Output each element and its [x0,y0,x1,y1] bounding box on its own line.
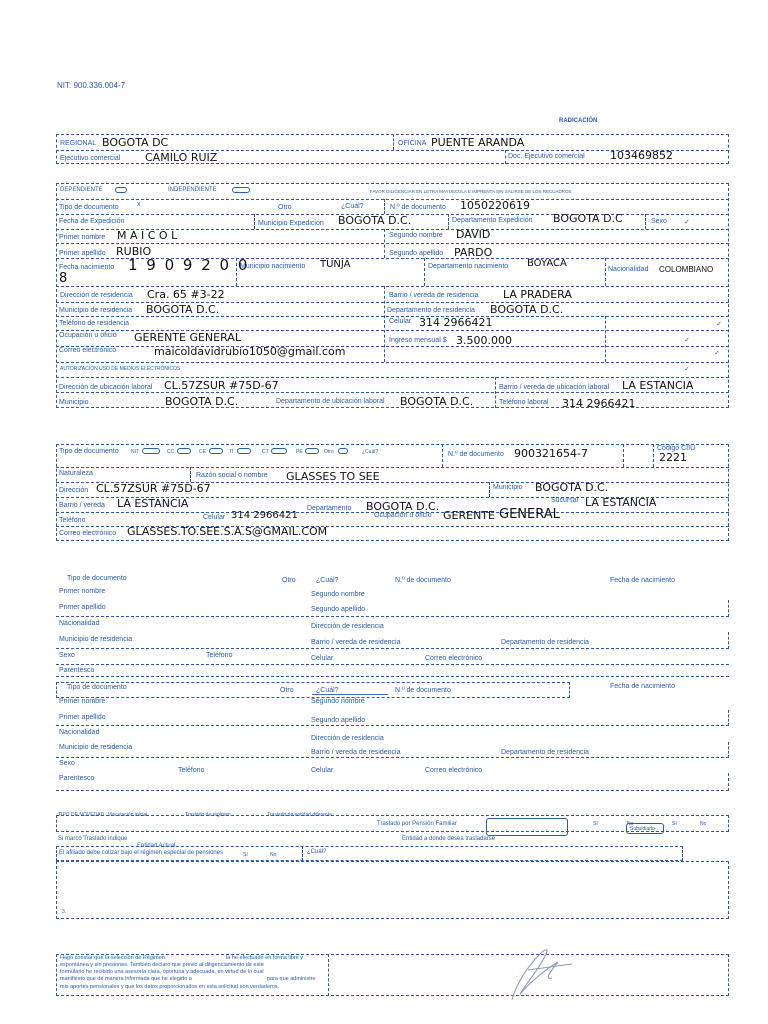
ben1-correo-label: Correo electrónico [425,655,483,662]
ciiu-value[interactable]: 2221 [659,451,687,464]
num-doc-value[interactable]: 1050220619 [460,199,530,212]
primer-apellido-label: Primer apellido [59,250,106,257]
num-doc-label: N.º de documento [390,204,446,211]
favor-note: FAVOR DILIGENCIAR EN LETRA MAYÚSCULA E IMPRENTA SIN SALIRSE DE LOS RECUADROS [370,189,572,194]
nacionalidad-label: Nacionalidad [608,266,649,273]
ben2-primer-apellido-label: Primer apellido [59,714,106,721]
mun-lab-value[interactable]: BOGOTA D.C. [165,395,239,408]
dep-lab-value[interactable]: BOGOTA D.C. [400,395,474,408]
oficina-label: OFICINA [398,140,427,147]
emp-num-doc-value[interactable]: 900321654-7 [514,447,588,460]
tel-lab-value[interactable]: 314 2966421 [562,397,636,410]
emp-col-line [653,444,654,467]
aff-row-line [56,199,729,200]
check-autorizacion[interactable]: ✓ [684,366,690,373]
ingreso-label: Ingreso mensual $ [389,337,447,344]
traslado-regimen-label: Traslado de régimen [185,812,231,818]
doc-ejecutivo-label: Doc. Ejecutivo comercial [508,153,585,160]
tipo-doc-label: Tipo de documento [59,204,119,211]
emp-barrio-label: Barrio / vereda [59,502,105,509]
primer-apellido-value[interactable]: RUBIO [116,245,152,258]
ben2-row-box [56,773,729,791]
emp-opt-ti-checkbox[interactable] [237,448,251,454]
correo-label: Correo electrónico [59,347,117,354]
emp-opt-cc-checkbox[interactable] [177,448,191,454]
emp-municipio-value[interactable]: BOGOTA D.C. [535,481,609,494]
aff-row-line [56,377,729,378]
emp-opt-ce: CE [199,449,206,455]
aff-col-line [605,316,606,362]
aff-col-line [495,377,496,408]
declaration-line-3: formulario he recibido una asesoría clara, oportuna y adecuada, en virtud de lo cual [60,969,264,975]
ben2-primer-nombre-label: Primer nombre [59,698,106,705]
emp-opt-ct-checkbox[interactable] [271,448,287,454]
emp-ocupacion-value[interactable]: GERENTE [443,509,495,522]
ben2-direccion-label: Dirección de residencia [311,735,384,742]
telefono-label: Teléfono de residencia [59,320,130,327]
mun-exp-value[interactable]: BOGOTA D.C. [338,214,412,227]
ben2-segundo-apellido-label: Segundo apellido [311,717,366,724]
ben1-cual-label: ¿Cuál? [316,577,339,584]
ben1-sexo-label: Sexo [59,652,75,659]
emp-opt-ce-checkbox[interactable] [209,448,223,454]
check-correo[interactable]: ✓ [714,350,720,357]
independiente-checkbox[interactable] [232,187,250,193]
office-vdivider-1 [393,134,394,150]
afiliado-vdivider [302,846,303,861]
check-ingreso[interactable]: ✓ [684,337,690,344]
nacionalidad-value[interactable]: COLOMBIANO [659,265,714,274]
aff-row-line [56,392,729,393]
barrio-value[interactable]: LA PRADERA [503,288,572,301]
emp-otro-label: Otro [324,449,334,455]
barrio-label: Barrio / vereda de residencia [389,292,479,299]
emp-ocupacion-value-2[interactable]: GENERAL [499,507,560,522]
ben1-nacionalidad-label: Nacionalidad [59,620,100,627]
tel-lab-label: Teléfono laboral [499,399,549,406]
ben1-tipo-doc-label: Tipo de documento [67,575,127,582]
mun-res-value[interactable]: BOGOTA D.C. [146,303,220,316]
aff-col-line [384,199,385,214]
pension-no-label: No [627,821,634,827]
dependiente-label: DEPENDIENTE [60,187,103,193]
emp-opt-pe-checkbox[interactable] [305,448,319,454]
barrio-lab-value[interactable]: LA ESTANCIA [622,379,694,392]
declaration-line-4b: para que administre [267,976,316,982]
ben2-nacionalidad-label: Nacionalidad [59,729,100,736]
mun-nac-value[interactable]: TUNJA [320,259,351,270]
ben1-row-line [56,676,729,677]
afiliado-no-label: No [270,852,277,858]
ben1-primer-apellido-label: Primer apellido [59,604,106,611]
ben2-barrio-label: Barrio / vereda de residencia [311,749,401,756]
ben1-primer-nombre-label: Primer nombre [59,588,106,595]
fecha-exp-label: Fecha de Expedición [59,218,125,225]
segundo-nombre-label: Segundo nombre [389,232,443,239]
mun-res-label: Municipio de residencia [59,307,133,314]
aff-col-line [645,214,646,229]
ben1-otro-label: Otro [282,577,296,584]
aff-col-line [424,258,425,286]
tipo-doc-mark[interactable]: x [137,201,141,208]
traslado-pension-label: Traslado por Pensión Familiar [377,821,457,827]
barrio-lab-label: Barrio / vereda de ubicación laboral [499,384,610,391]
emp-opt-nit: NIT [131,449,140,455]
fecha-nac-extra[interactable]: 8 [59,271,68,286]
ben2-telefono-label: Teléfono [178,767,205,774]
segundo-apellido-value[interactable]: PARDO [454,246,493,259]
ben2-otro-label: Otro [280,687,294,694]
mun-exp-label: Municipio Expedición [258,220,324,227]
mun-nac-label: Municipio nacimiento [240,263,306,270]
ben2-cual-label: ¿Cuál? [316,687,339,694]
aff-row-line [56,243,729,244]
dir-res-value[interactable]: Cra. 65 #3-22 [147,288,225,301]
emp-opt-ti: TI [229,449,234,455]
razon-value[interactable]: GLASSES TO SEE [286,470,380,483]
ingreso-value[interactable]: 3.500.000 [456,334,512,347]
ben2-row-box [56,742,729,758]
ben2-departamento-label: Departamento de residencia [501,749,589,756]
ben1-segundo-apellido-label: Segundo apellido [311,606,366,613]
correo-value[interactable]: maicoldavidrubio1050@gmail.com [154,345,346,358]
declaration-line-1b: la he efectuado en forma libre y [226,955,304,961]
sexo-checkmark[interactable]: ✓ [684,219,690,226]
otro-label: Otro [278,204,292,211]
traslado-entidad-label: Traslado de entidad diferente [267,812,332,818]
emp-col-line [442,444,443,467]
aff-row-line [56,316,729,317]
sucursal-label: Sucursal [551,497,579,504]
declaration-line-1: Hago constar que la selección de Régimen [60,955,165,961]
ocupacion-value[interactable]: GERENTE GENERAL [134,331,241,344]
celular-label: Celular [389,318,412,325]
signature-icon [498,940,578,1004]
afiliado-debe-label: El afiliado debe cotizar bajo el régimen especial de pensiones [59,850,224,856]
independiente-label: INDEPENDIENTE [168,187,217,193]
emp-departamento-label: Departamento [307,505,352,512]
fecha-nac-value[interactable]: 1 9 0 9 2 0 0 [128,256,250,274]
ejecutivo-label: Ejecutivo comercial [60,155,121,162]
ben2-celular-label: Celular [311,767,334,774]
ocupacion-label: Ocupación u oficio [59,332,117,339]
ben1-telefono-label: Teléfono [206,652,233,659]
ben1-direccion-label: Dirección de residencia [311,623,384,630]
dep-res-value[interactable]: BOGOTA D.C. [490,303,564,316]
emp-opt-pe: PE [296,449,303,455]
pension-si-label: Sí [593,821,598,827]
primer-nombre-label: Primer nombre [59,234,106,241]
emp-col-line [489,482,490,497]
razon-label: Razón social o nombre [196,472,268,479]
ben1-departamento-label: Departamento de residencia [501,639,589,646]
emp-opt-cc: CC [167,449,175,455]
emp-col-line [623,444,624,467]
dep-lab-label: Departamento de ubicación laboral [276,398,385,405]
emp-col-line [190,467,191,482]
pension-note-box [486,818,568,836]
emp-row-line [56,467,729,468]
dep-nac-label: Departamento nacimiento [428,263,509,270]
item-3-label: 3. [62,909,67,915]
emp-opt-nit-checkbox[interactable] [142,448,160,454]
celular-value[interactable]: 314 2966421 [419,316,493,329]
dependiente-checkbox[interactable] [115,187,127,193]
autorizacion-label: AUTORIZACIÓN USO DE MEDIOS ELECTRÓNICOS [60,366,181,372]
ben1-fecha-nac-label: Fecha de nacimiento [610,577,675,584]
emp-otro-checkbox[interactable] [338,448,348,454]
aff-col-line [254,214,255,229]
cual-label: ¿Cuál? [341,203,364,210]
ben2-row-box [56,710,729,726]
afiliado-cual-label: ¿Cuál? [307,849,327,855]
ben2-sexo-label: Sexo [59,760,75,767]
dir-lab-value[interactable]: CL.57ZSUR #75D-67 [164,379,279,392]
ben2-tipo-doc-label: Tipo de documento [67,684,127,691]
emp-barrio-value[interactable]: LA ESTANCIA [117,497,189,510]
aff-col-line [384,286,385,362]
emp-celular-value[interactable]: 314 2966421 [231,510,298,521]
primer-nombre-value[interactable]: M A I C O L [117,229,178,242]
segundo-nombre-value[interactable]: DAVID [456,228,491,241]
ben1-celular-label: Celular [311,655,334,662]
office-vdivider-2 [505,150,506,164]
naturaleza-label: Naturaleza [59,470,93,477]
emp-departamento-value[interactable]: BOGOTA D.C. [366,500,440,513]
nit-label: NIT: 900.336.004-7 [57,81,126,90]
dir-res-label: Dirección de residencia [60,292,133,299]
regional-value[interactable]: BOGOTA DC [102,136,169,149]
aff-col-line [605,258,606,286]
emp-cual-label: ¿Cuál? [362,449,379,455]
emp-direccion-label: Dirección [59,487,89,494]
emp-correo-value[interactable]: GLASSES.TO.SEE.S.A.S@GMAIL.COM [127,525,328,538]
ben2-cual-underline [312,694,388,695]
ben2-num-doc-label: N.º de documento [395,687,451,694]
ben1-barrio-label: Barrio / vereda de residencia [311,639,401,646]
segundo-apellido-label: Segundo apellido [389,250,444,257]
aff-row-line [56,286,729,287]
vinculacion-label: Vinculación inicial [108,812,148,818]
declaration-vdivider [328,954,329,996]
declaration-line-4: manifiesto que de manera informada que he elegido a [60,976,192,982]
radicacion-label: RADICACIÓN [559,118,598,124]
ben1-row-box [56,632,729,649]
emp-celular-label: Celular [203,514,226,521]
mun-lab-label: Municipio [59,399,89,406]
aff-col-line [384,229,385,258]
ben2-segundo-nombre-label: Segundo nombre [311,698,365,705]
aff-col-line [448,214,449,229]
ben1-row-line [56,664,729,665]
ben1-segundo-nombre-label: Segundo nombre [311,591,365,598]
emp-ocupacion-label: Ocupación u oficio [374,512,432,519]
ben2-municipio-label: Municipio de residencia [59,744,133,751]
ciiu-label: Código CIIU [657,445,696,452]
si-marco-label: Si marcó Traslado indique [58,836,128,842]
dir-lab-label: Dirección de ubicación laboral [59,384,153,391]
emp-tipo-doc-label: Tipo de documento [59,448,119,455]
dep-nac-value[interactable]: BOYACA [527,258,567,269]
ben2-parentesco-label: Parentesco [59,775,95,782]
ben1-municipio-label: Municipio de residencia [59,636,133,643]
sucursal-value[interactable]: LA ESTANCIA [585,496,657,509]
declaration-line-5: mis aportes pensionales y que los datos proporcionados en esta solicitud son verdaderos. [60,984,280,990]
ben1-num-doc-label: N.º de documento [395,577,451,584]
sexo-label: Sexo [651,218,667,225]
declaration-line-2: espontánea y sin presiones. También declaro que previo al diligenciamiento de este [60,962,264,968]
check-celular[interactable]: ✓ [716,321,722,328]
subsidiado-no-label: No [700,821,707,827]
oficina-value[interactable]: PUENTE ARANDA [431,136,525,149]
ben1-row-box [56,600,729,617]
dep-exp-label: Departamento Expedición [452,217,533,224]
ben2-fecha-nac-label: Fecha de nacimiento [610,683,675,690]
novedad-tipo-label: TIPO DE NOVEDAD [58,812,105,818]
ben1-parentesco-label: Parentesco [59,667,95,674]
doc-ejecutivo-value[interactable]: 103469852 [610,149,673,162]
regional-label: REGIONAL [60,140,97,147]
dep-res-label: Departamento de residencia [387,307,475,314]
emp-telefono-label: Teléfono [59,517,86,524]
ben2-header-box [56,682,570,698]
ben2-correo-label: Correo electrónico [425,767,483,774]
dep-exp-value[interactable]: BOGOTA D.C [553,212,623,225]
entidad-destino-label: Entidad a donde desea trasladarse [402,836,496,842]
fecha-nac-label: Fecha nacimiento [59,264,115,271]
emp-correo-label: Correo electrónico [59,530,117,537]
aff-row-line [56,362,729,363]
emp-direccion-value[interactable]: CL.57ZSUR #75D-67 [96,482,211,495]
ejecutivo-value[interactable]: CAMILO RUIZ [145,151,218,164]
emp-num-doc-label: N.º de documento [448,451,504,458]
observaciones-box[interactable] [56,861,729,919]
emp-municipio-label: Municipio [493,484,523,491]
afiliado-si-label: Sí [243,852,248,858]
entidad-actual-label: Entidad Actual [137,843,176,849]
subsidiado-label: Subsidiado [630,826,655,832]
subsidiado-si-label: Sí [672,821,677,827]
emp-opt-ct: CT [262,449,269,455]
